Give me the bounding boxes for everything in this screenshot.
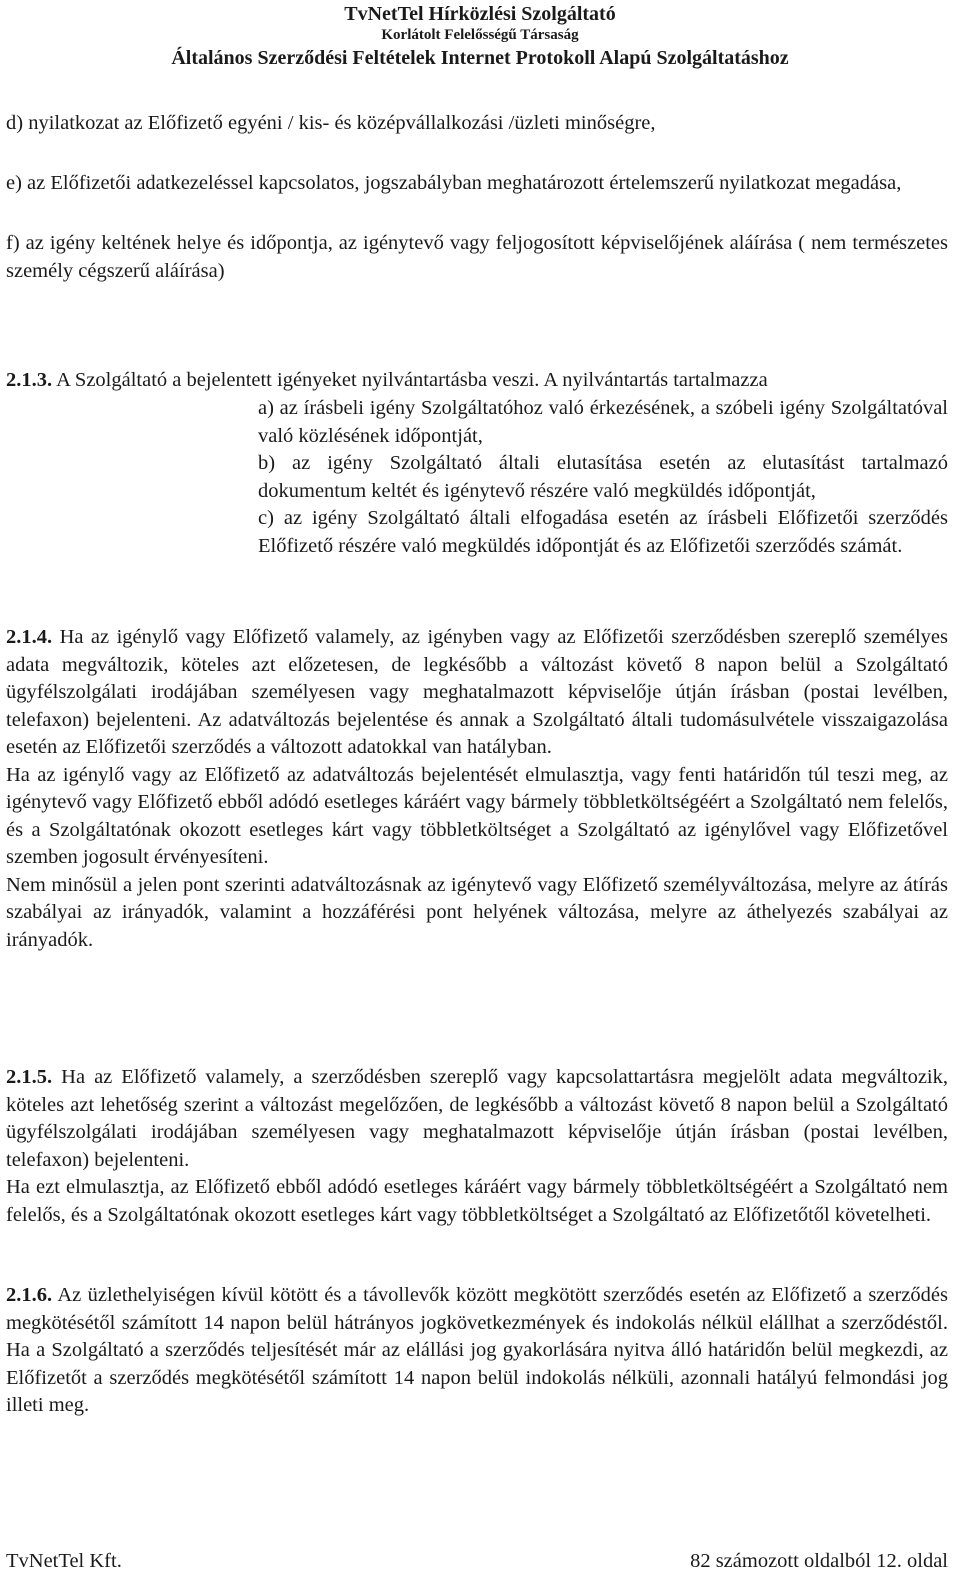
section-2-1-6: [6, 1282, 948, 1420]
page-header: [0, 2, 960, 71]
document-title: Általános Szerződési Feltételek Internet Protokoll Alapú Szolgáltatáshoz: [171, 47, 789, 69]
section-number: 2.1.3.: [6, 369, 53, 391]
item-e: e) az Előfizetői adatkezeléssel kapcsolatos, jogszabályban meghatározott értelemszerű nyilatkozat megadása,: [6, 172, 902, 194]
paragraph-text: Ha az Előfizető valamely, a szerződésben szereplő vagy kapcsolattartásra megjelölt adata megváltozik, köteles azt lehetőség szerint a változást megelőzően, de legkésőbb a változást követő 8 napon belül a Szolgáltató ügyfélszolgálati irodájában személyesen vagy meghatalmazott képviselője útján írásban (postai levélben, telefaxon) bejelenteni.: [6, 1066, 948, 1171]
company-legal-form: Korlátolt Felelősségű Társaság: [381, 27, 579, 43]
item-f: f) az igény keltének helye és időpontja, az igénytevő vagy feljogosított képviselőjének aláírása ( nem természetes személy cégszerű aláírása): [6, 232, 948, 282]
item-d: d) nyilatkozat az Előfizető egyéni / kis- és középvállalkozási /üzleti minőségre,: [6, 112, 656, 134]
footer-company: TvNetTel Kft.: [6, 1550, 122, 1572]
section-number: 2.1.6.: [6, 1284, 53, 1306]
section-2-1-4-p3: Nem minősül a jelen pont szerinti adatváltozásnak az igénytevő vagy Előfizető személyváltozása, melyre az átírás szabályai az irányadók, valamint a hozzáférési pont helyének változása, melyre az áthelyezés szabályai az irányadók.: [6, 873, 948, 951]
section-intro: A Szolgáltató a bejelentett igényeket nyilvántartásba veszi. A nyilvántartás tartalmazza: [56, 369, 768, 391]
footer-page-number: 82 számozott oldalból 12. oldal: [690, 1550, 948, 1572]
section-2-1-3-heading: [6, 367, 948, 395]
list-item-c: c) az igény Szolgáltató általi elfogadása esetén az írásbeli Előfizetői szerződés Előfizető részére való megküldés időpontját és az Előfizetői szerződés számát.: [258, 507, 948, 557]
section-2-1-5-p2: Ha ezt elmulasztja, az Előfizető ebből adódó esetleges káráért vagy bármely többletköltségéért a Szolgáltató nem felelős, és a Szolgáltatónak okozott esetleges kárt vagy többletköltséget a Szolgáltató az Előfizetőtől követelheti.: [6, 1176, 948, 1226]
section-2-1-4-p2: Ha az igénylő vagy az Előfizető az adatváltozás bejelentését elmulasztja, vagy fenti határidőn túl teszi meg, az igénytevő vagy Előfizető ebből adódó esetleges káráért vagy bármely többletköltségéért a Szolgáltató nem felelős, és a Szolgáltatónak okozott esetleges kárt vagy többletköltséget a Szolgáltató az igénylővel vagy Előfizetővel szemben jogosult érvényesíteni.: [6, 763, 948, 868]
company-name: TvNetTel Hírközlési Szolgáltató: [344, 3, 616, 25]
section-2-1-3-list: [258, 395, 948, 560]
section-number: 2.1.5.: [6, 1066, 53, 1088]
paragraph-text: Az üzlethelyiségen kívül kötött és a távollevők között megkötött szerződés esetén az Előfizető a szerződés megkötésétől számított 14 napon belül hátrányos jogkövetkezmények és indokolás nélkül elállhat a szerződéstől. Ha a Szolgáltató a szerződés teljesítését már az elállási jog gyakorlására nyitva álló határidőn belül megkezdi, az Előfizetőt a szerződés megkötésétől számított 14 napon belül indokolás nélküli, azonnali hatályú felmondási jog illeti meg.: [6, 1284, 948, 1416]
section-2-1-5: [6, 1064, 948, 1229]
paragraph-text: Ha az igénylő vagy Előfizető valamely, az igényben vagy az Előfizetői szerződésben szereplő személyes adata megváltozik, köteles azt előzetesen, de legkésőbb a változást követő 8 napon belül a Szolgáltató ügyfélszolgálati irodájában személyesen vagy meghatalmazott képviselője útján írásban (postai levélben, telefaxon) bejelenteni. Az adatváltozás bejelentése és annak a Szolgáltató általi tudomásulvétele visszaigazolása esetén az Előfizetői szerződés a változott adatokkal van hatályban.: [6, 626, 948, 758]
section-2-1-5-p1: [6, 1064, 948, 1174]
section-2-1-4-p1: [6, 624, 948, 762]
section-2-1-6-p1: [6, 1282, 948, 1420]
list-item-b: b) az igény Szolgáltató általi elutasítása esetén az elutasítást tartalmazó dokumentum keltét és igénytevő részére való megküldés időpontját,: [258, 452, 948, 502]
section-2-1-4: [6, 624, 948, 954]
list-item-a: a) az írásbeli igény Szolgáltatóhoz való érkezésének, a szóbeli igény Szolgáltatóval való közlésének időpontját,: [258, 397, 948, 447]
section-number: 2.1.4.: [6, 626, 53, 648]
